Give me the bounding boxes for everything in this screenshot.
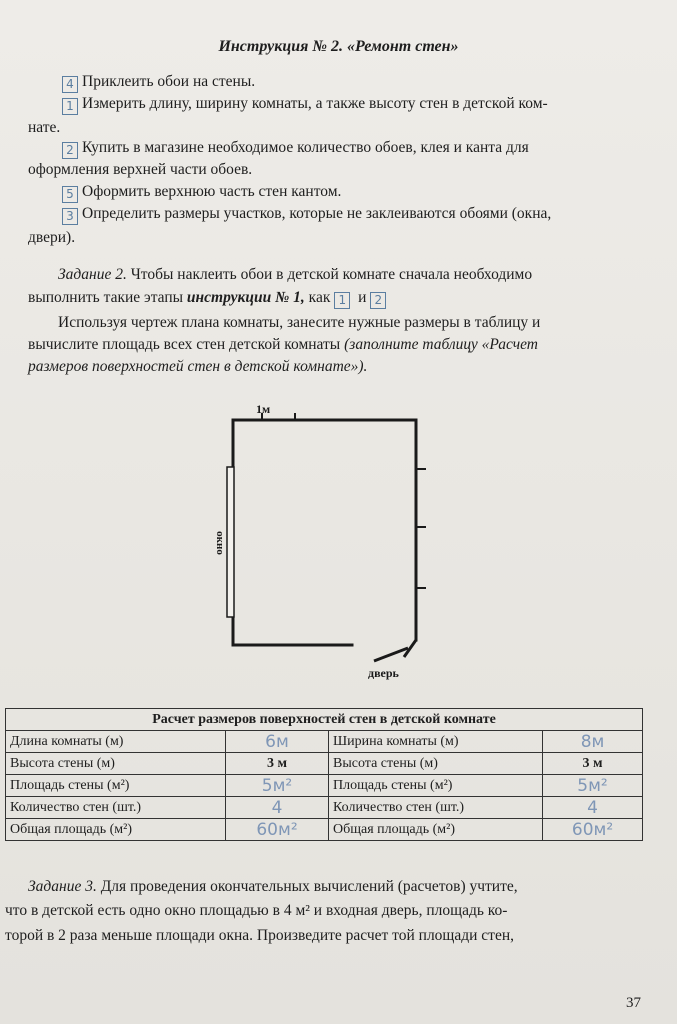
row-label: Площадь стены (м²) (329, 775, 543, 797)
task2-p2-line3: размеров поверхностей стен в детской комнате»). (28, 358, 368, 375)
door-leaf (374, 648, 408, 661)
task2-p2-line1: Используя чертеж плана комнаты, занесите нужные размеры в таблицу и (58, 314, 541, 331)
task2-line2 (28, 287, 390, 309)
row-label: Количество стен (шт.) (329, 797, 543, 819)
table-row (6, 731, 643, 753)
step-text: Измерить длину, ширину комнаты, а также высоту стен в детской ком- (82, 95, 548, 112)
page-number: 37 (626, 995, 641, 1011)
handwritten-value[interactable]: 60м² (226, 819, 329, 841)
row-label: Площадь стены (м²) (6, 775, 226, 797)
step-5 (62, 204, 551, 225)
row-label: Количество стен (шт.) (6, 797, 226, 819)
step-number-box: 2 (62, 142, 78, 159)
task3-line2: что в детской есть одно окно площадью в 4 м² и входная дверь, площадь ко- (5, 902, 508, 919)
task2-p2-line2 (28, 334, 538, 355)
handwritten-value[interactable]: 60м² (543, 819, 643, 841)
printed-value: 3 м (226, 753, 329, 775)
step-5-continuation: двери). (28, 229, 76, 246)
step-text: Определить размеры участков, которые не заклеиваются обоями (окна, (82, 205, 552, 222)
room-plan-drawing (200, 395, 460, 695)
row-label: Высота стены (м) (329, 753, 543, 775)
step-1 (62, 72, 255, 93)
task2-p2-line2b: (заполните таблицу «Расчет (344, 336, 538, 353)
row-label: Длина комнаты (м) (6, 731, 226, 753)
window-label: окно (214, 531, 226, 555)
row-label: Ширина комнаты (м) (329, 731, 543, 753)
task2-label: Задание 2. (58, 266, 127, 283)
table-row (6, 819, 643, 841)
task2-text1: Чтобы наклеить обои в детской комнате сначала необходимо (130, 266, 533, 283)
table-row (6, 775, 643, 797)
handwritten-value[interactable]: 6м (226, 731, 329, 753)
step-text: Приклеить обои на стены. (82, 73, 256, 90)
row-label: Высота стены (м) (6, 753, 226, 775)
task3-line3: торой в 2 раза меньше площади окна. Произведите расчет той площади стен, (5, 927, 515, 944)
task2-and: и (358, 289, 367, 306)
instruction-title: Инструкция № 2. «Ремонт стен» (218, 38, 459, 55)
task2-text2b: как (304, 289, 331, 306)
step-number-box: 4 (62, 76, 78, 93)
task3-text1: Для проведения окончательных вычислений (расчетов) учтите, (100, 878, 518, 895)
table-title-row (6, 709, 643, 731)
door-label: дверь (368, 666, 399, 680)
handwritten-value[interactable]: 5м² (226, 775, 329, 797)
instruction-ref: инструкции № 1, (186, 289, 305, 306)
handwritten-value[interactable]: 8м (543, 731, 643, 753)
task3-line1 (28, 876, 518, 897)
task3-label: Задание 3. (28, 878, 97, 895)
table-row (6, 797, 643, 819)
handwritten-value[interactable]: 4 (226, 797, 329, 819)
row-label: Общая площадь (м²) (329, 819, 543, 841)
step-number-box: 5 (62, 186, 78, 203)
scale-label: 1м (256, 402, 271, 416)
task2-p2-line2a: вычислите площадь всех стен детской комнаты (28, 336, 345, 353)
step-2-continuation: нате. (28, 119, 61, 136)
step-number-box: 3 (62, 208, 78, 225)
step-3-continuation: оформления верхней части обоев. (28, 161, 253, 178)
calculation-table (5, 708, 643, 841)
task2-line1 (58, 264, 532, 285)
step-text: Оформить верхнюю часть стен кантом. (82, 183, 342, 200)
step-2 (62, 94, 548, 115)
answer-box-1: 1 (334, 292, 350, 309)
window-shape (227, 467, 234, 617)
handwritten-value[interactable]: 4 (543, 797, 643, 819)
step-text: Купить в магазине необходимое количество обоев, клея и канта для (82, 139, 529, 156)
table-title: Расчет размеров поверхностей стен в детской комнате (6, 709, 643, 731)
step-4 (62, 182, 341, 203)
handwritten-value[interactable]: 5м² (543, 775, 643, 797)
answer-box-2: 2 (370, 292, 386, 309)
task2-text2a: выполнить такие этапы (28, 289, 187, 306)
step-number-box: 1 (62, 98, 78, 115)
row-label: Общая площадь (м²) (6, 819, 226, 841)
step-3 (62, 138, 529, 159)
table-row (6, 753, 643, 775)
printed-value: 3 м (543, 753, 643, 775)
